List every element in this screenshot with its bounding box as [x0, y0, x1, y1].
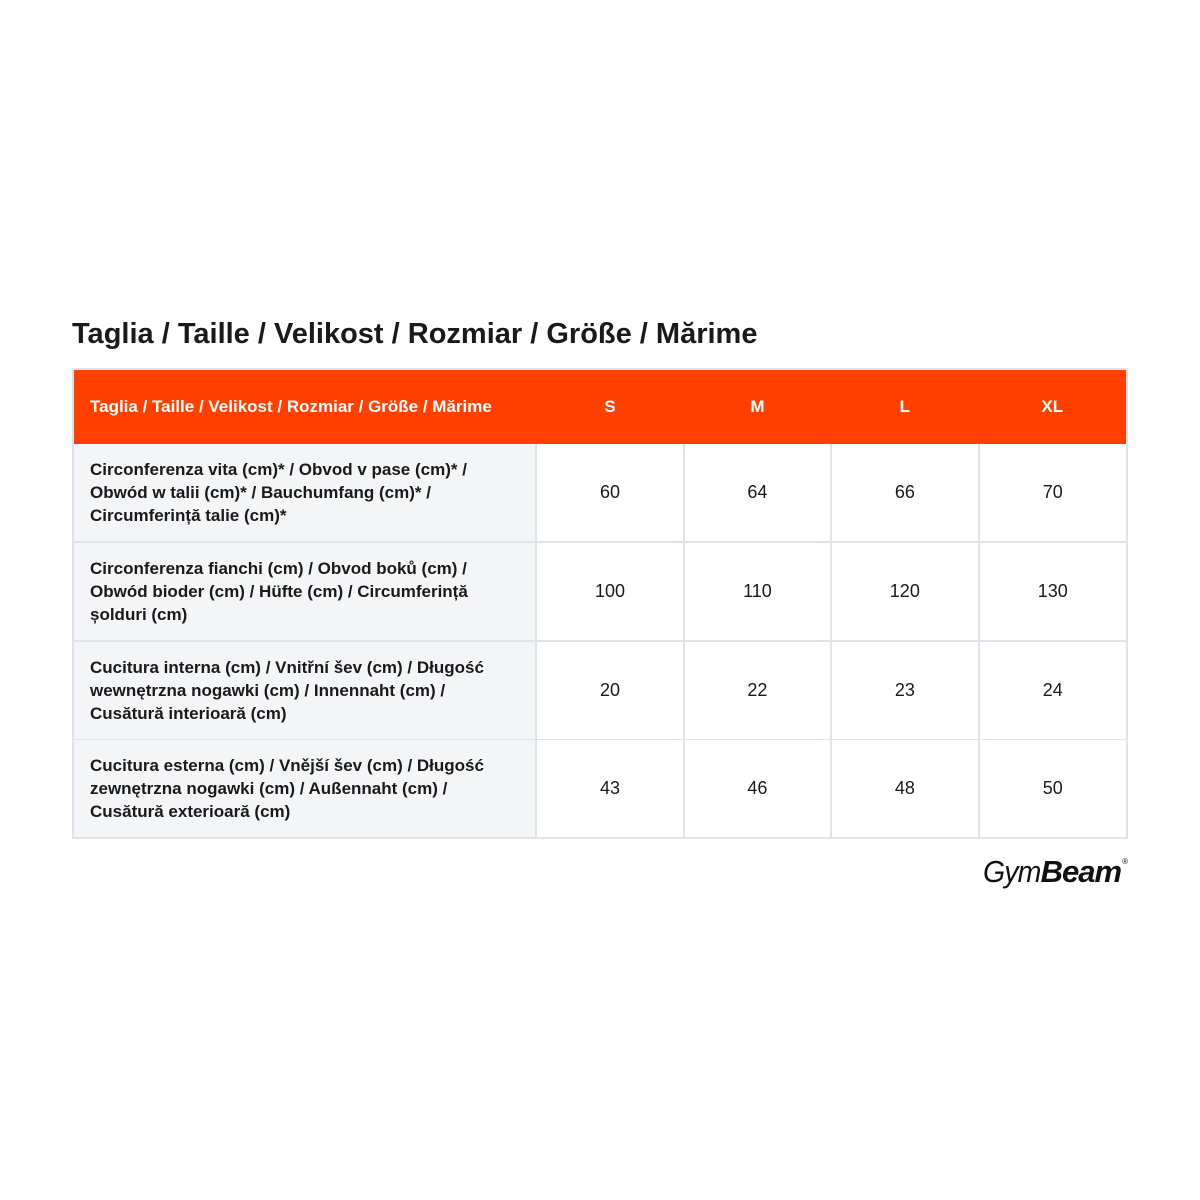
value-cell: 22	[684, 641, 831, 740]
value-cell: 110	[684, 542, 831, 641]
value-cell: 66	[831, 444, 978, 542]
value-cell: 24	[979, 641, 1126, 740]
header-label-cell: Taglia / Taille / Velikost / Rozmiar / Größe / Mărime	[74, 370, 536, 444]
logo-text-beam: Beam	[1040, 854, 1122, 889]
value-cell: 130	[979, 542, 1126, 641]
row-label-inseam: Cucitura interna (cm) / Vnitřní šev (cm) / Długość wewnętrzna nogawki (cm) / Innennaht (cm) / Cusătură interioară (cm)	[74, 641, 536, 740]
gymbeam-logo	[978, 854, 1128, 890]
value-cell: 120	[831, 542, 978, 641]
value-cell: 70	[979, 444, 1126, 542]
registered-mark: ®	[1122, 857, 1128, 866]
value-cell: 20	[536, 641, 683, 740]
table-row-hips	[74, 542, 1126, 641]
logo-text-gym: Gym	[983, 854, 1041, 889]
value-cell: 50	[979, 740, 1126, 838]
row-label-hips: Circonferenza fianchi (cm) / Obvod boků (cm) / Obwód bioder (cm) / Hüfte (cm) / Circumferință șolduri (cm)	[74, 542, 536, 641]
value-cell: 100	[536, 542, 683, 641]
page-title: Taglia / Taille / Velikost / Rozmiar / Größe / Mărime	[72, 318, 758, 350]
size-chart-table	[72, 368, 1128, 839]
row-label-waist: Circonferenza vita (cm)* / Obvod v pase (cm)* / Obwód w talii (cm)* / Bauchumfang (cm)* / Circumferință talie (cm)*	[74, 444, 536, 542]
table-row-inseam	[74, 641, 1126, 740]
value-cell: 46	[684, 740, 831, 838]
value-cell: 64	[684, 444, 831, 542]
table-row-outseam	[74, 740, 1126, 838]
value-cell: 60	[536, 444, 683, 542]
header-size-l: L	[831, 370, 978, 444]
header-size-m: M	[684, 370, 831, 444]
header-size-s: S	[536, 370, 683, 444]
table-row-waist	[74, 444, 1126, 542]
table-header-row	[74, 370, 1126, 444]
value-cell: 23	[831, 641, 978, 740]
value-cell: 48	[831, 740, 978, 838]
row-label-outseam: Cucitura esterna (cm) / Vnější šev (cm) / Długość zewnętrzna nogawki (cm) / Außennaht (cm) / Cusătură exterioară (cm)	[74, 740, 536, 838]
value-cell: 43	[536, 740, 683, 838]
header-size-xl: XL	[979, 370, 1126, 444]
